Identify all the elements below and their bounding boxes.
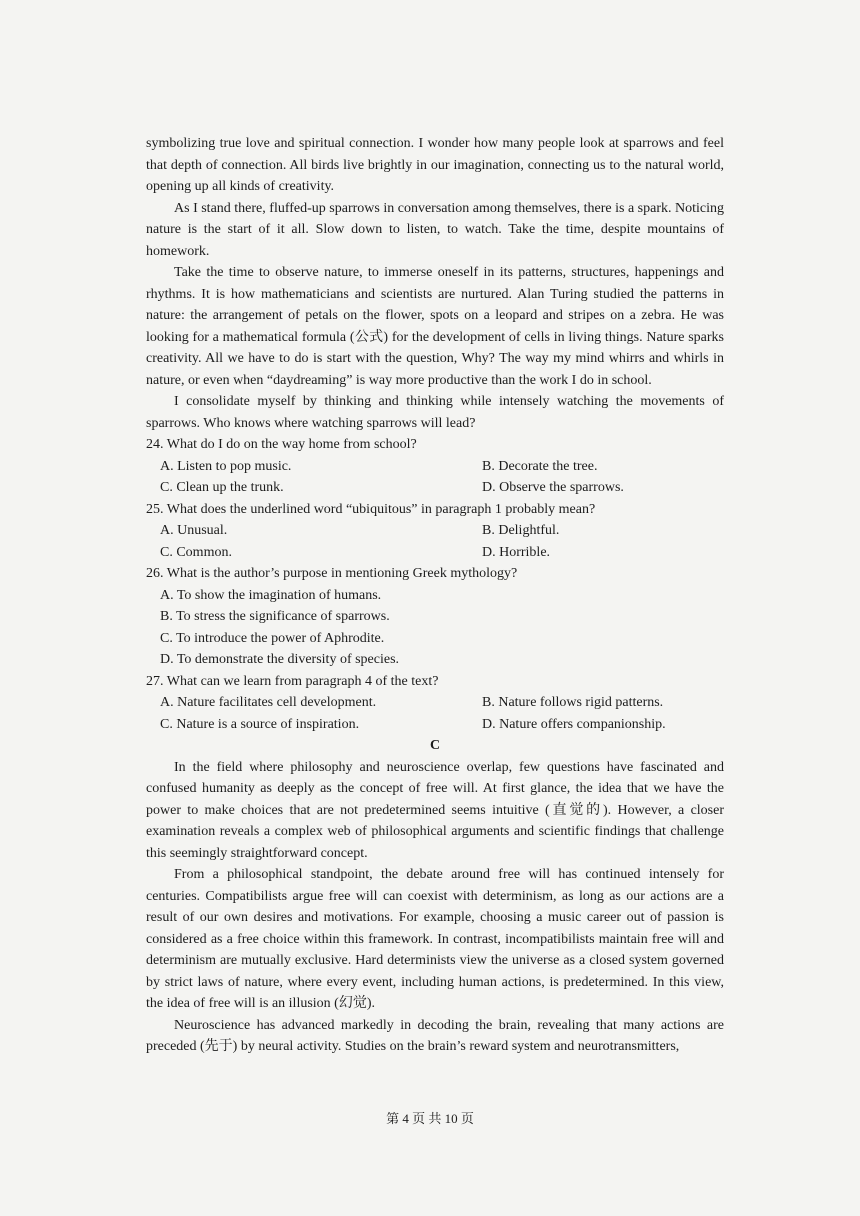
option-c: C. To introduce the power of Aphrodite. (160, 630, 385, 646)
option-b: B. To stress the significance of sparrows. (160, 609, 390, 624)
passage-c-paragraph: In the field where philosophy and neuroscience overlap, few questions have fascinated and confused humanity as deeply as the concept of free will. At first glance, the idea that we have the power to make choices that are not predetermined seems intuitive (直觉的). However, a closer examination reveals a complex web of philosophical arguments and scientific findings that challenge this seemingly straightforward concept. (146, 759, 724, 861)
page-number: 第 4 页 共 10 页 (386, 1111, 474, 1126)
question-27 (146, 671, 724, 736)
option-d: D. Nature offers companionship. (482, 716, 666, 732)
question-26 (146, 563, 724, 671)
section-heading: C (429, 738, 441, 753)
option-d: D. Observe the sparrows. (482, 480, 624, 495)
passage-b-paragraph: symbolizing true love and spiritual connection. I wonder how many people look at sparrows and feel that depth of connection. All birds live brightly in our imagination, connecting us to the natural world, opening up all kinds of creativity. (146, 136, 724, 194)
question-stem: 25. What does the underlined word “ubiquitous” in paragraph 1 probably mean? (146, 501, 596, 517)
question-stem: 24. What do I do on the way home from school? (146, 437, 417, 452)
option-b: B. Decorate the tree. (482, 458, 598, 474)
option-a: A. Unusual. (160, 523, 228, 538)
passage-c-paragraph: From a philosophical standpoint, the debate around free will has continued intensely for centuries. Compatibilists argue free will can coexist with determinism, as long as our actions are a result of our own desires and motivations. For example, choosing a music career out of passion is considered as a free choice within this framework. In contrast, incompatibilists maintain free will and determinism are mutually exclusive. Hard determinists view the universe as a closed system governed by strict laws of nature, where every event, including human actions, is predetermined. In this view, the idea of free will is an illusion (幻觉). (146, 867, 724, 1011)
option-a: A. To show the imagination of humans. (160, 587, 382, 603)
question-options (146, 520, 724, 563)
option-b: B. Nature follows rigid patterns. (482, 695, 664, 710)
page-content (146, 133, 724, 1058)
option-c: C. Common. (160, 544, 232, 560)
option-a: A. Listen to pop music. (160, 458, 292, 474)
question-25 (146, 499, 724, 564)
option-d: D. Horrible. (482, 544, 551, 560)
question-stem: 26. What is the author’s purpose in mentioning Greek mythology? (146, 566, 518, 581)
passage-b-paragraph: Take the time to observe nature, to immerse oneself in its patterns, structures, happenings and rhythms. It is how mathematicians and scientists are nurtured. Alan Turing studied the patterns in nature: the arrangement of petals on the flower, spots on a leopard and stripes on a zebra. He was looking for a mathematical formula (公式) for the development of cells in living things. Nature sparks creativity. All we have to do is start with the question, Why? The way my mind whirrs and whirls in nature, or even when “daydreaming” is way more productive than the work I do in school. (146, 265, 724, 388)
passage-c-paragraph: Neuroscience has advanced markedly in decoding the brain, revealing that many actions are preceded (先于) by neural activity. Studies on the brain’s reward system and neurotransmitters, (146, 1017, 724, 1054)
question-stem: 27. What can we learn from paragraph 4 of the text? (146, 673, 439, 689)
passage-b-paragraph: I consolidate myself by thinking and thinking while intensely watching the movements of sparrows. Who knows where watching sparrows will lead? (146, 394, 724, 431)
question-options (146, 692, 724, 735)
question-options (146, 456, 724, 499)
question-options (146, 585, 724, 671)
option-c: C. Clean up the trunk. (160, 480, 284, 495)
option-d: D. To demonstrate the diversity of species. (160, 652, 400, 667)
question-24 (146, 434, 724, 499)
option-c: C. Nature is a source of inspiration. (160, 716, 360, 732)
option-a: A. Nature facilitates cell development. (160, 695, 377, 710)
option-b: B. Delightful. (482, 523, 560, 538)
passage-b-paragraph: As I stand there, fluffed-up sparrows in conversation among themselves, there is a spark. Noticing nature is the start of it all. Slow down to listen, to watch. Take the time, despite mountains of homework. (146, 200, 724, 259)
